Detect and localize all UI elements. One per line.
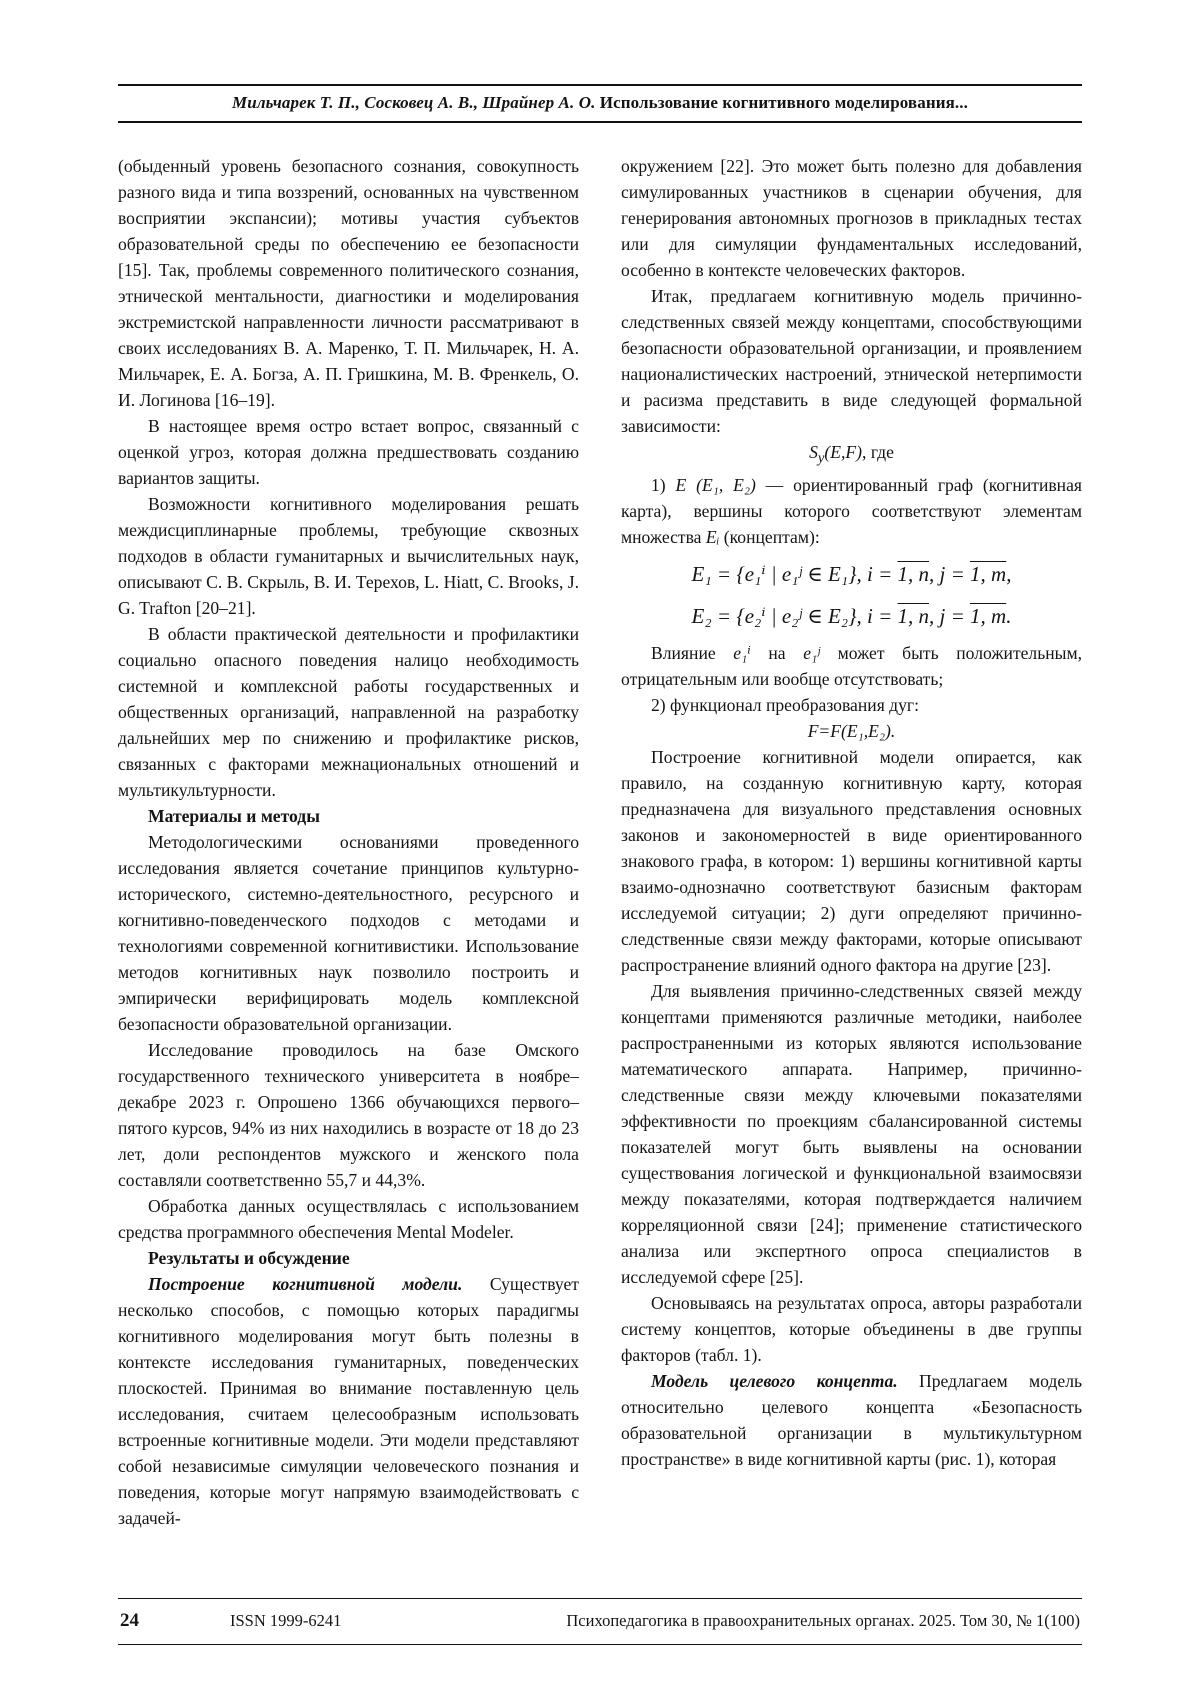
paragraph-text: Существует несколько способов, с помощью которых парадигмы когнитивного моделирования могут быть полезны в контексте исследования гуманитарных, поведенческих плоскостей. Принимая во внимание поставленную цель исследования, считаем целесообразным использовать встроенные когнитивные модели. Эти модели представляют собой независимые симуляции человеческого познания и поведения, которые могут напрямую взаимодействовать с задачей- xyxy=(118,1274,579,1528)
formula-overline: 1, m xyxy=(970,561,1007,586)
math-inline: E (E₁, E₂) xyxy=(675,474,756,495)
paragraph: В настоящее время остро встает вопрос, связанный с оценкой угроз, которая должна предшествовать созданию вариантов защиты. xyxy=(118,416,579,488)
paragraph-text: может быть положительным, отрицательным или вообще отсутствовать; xyxy=(621,642,1083,689)
paragraph-text: (концептам): xyxy=(719,526,820,547)
paragraph-text: Влияние xyxy=(651,642,734,663)
section-heading-materials: Материалы и методы xyxy=(148,806,320,826)
header-title: Использование когнитивного моделирования... xyxy=(595,93,968,112)
paragraph: Построение когнитивной модели опирается, как правило, на созданную когнитивную карту, которая предназначена для визуального представления основных законов и закономерностей в виде ориентированного знакового графа, в котором: 1) вершины когнитивной карты взаимо-однозначно соответствуют базисным факторам исследуемой ситуации; 2) дуги определяют причинно-следственные связи между факторами, которые описывают распространение влияний одного фактора на другие [23]. xyxy=(621,746,1082,975)
paragraph-text: 1) xyxy=(651,474,676,495)
section-heading-results: Результаты и обсуждение xyxy=(148,1248,350,1268)
paragraph xyxy=(621,1368,1082,1472)
formula-text: E₁ = {e₁ⁱ | e₁ʲ ∈ E₁}, i = xyxy=(691,561,898,586)
math-inline: e₁ⁱ xyxy=(733,642,751,663)
formula-text: , где xyxy=(862,442,894,462)
formula-sy xyxy=(621,439,1082,472)
left-column xyxy=(118,153,579,1531)
formula-text: . xyxy=(1006,603,1012,628)
paragraph: Для выявления причинно-следственных связей между концептами применяются различные методики, наиболее распространенными из которых являются использование математического аппарата. Например, причинно-следственные связи между ключевыми показателями эффективности по проекциям сбалансированной системы показателей могут быть выявлены на основании существования логической и функциональной взаимосвязи между показателями, которая подтверждается наличием корреляционной связи [24]; применение статистического анализа или экспертного опроса специалистов в исследуемой сфере [25]. xyxy=(621,980,1082,1287)
paragraph: 2) функционал преобразования дуг: xyxy=(651,694,920,715)
formula-e2 xyxy=(621,598,1082,634)
paragraph xyxy=(621,640,1082,692)
page-number: 24 xyxy=(120,1610,139,1631)
paragraph: Исследование проводилось на базе Омского государственного технического университета в ноябре–декабре 2023 г. Опрошено 1366 обучающихся первого–пятого курсов, 94% из них находились в возрасте от 18 до 23 лет, доли респондентов мужского и женского пола составляли соответственно 55,7 и 44,3%. xyxy=(118,1040,579,1190)
run-in-heading: Модель целевого концепта. xyxy=(651,1370,898,1391)
paragraph: (обыденный уровень безопасного сознания, совокупность разного вида и типа воззрений, основанных на чувственном восприятии экспансии); мотивы участия субъектов образовательной среды по обеспечению ее безопасности [15]. Так, проблемы современного политического сознания, этнической ментальности, диагностики и моделирования экстремистской направленности личности рассматривают в своих исследованиях В. А. Маренко, Т. П. Мильчарек, Н. А. Мильчарек, Е. А. Богза, А. П. Гришкина, М. В. Френкель, О. И. Логинова [16–19]. xyxy=(118,156,579,410)
paragraph-text: — ориентированный граф (когнитивная карта), вершины которого соответствуют элементам множества xyxy=(621,474,1082,547)
paragraph xyxy=(118,1271,579,1531)
paragraph: Методологическими основаниями проведенного исследования является сочетание принципов культурно-исторического, системно-деятельностного, ресурсного и когнитивно-поведенческого подходов с методами и технологиями современной когнитивистики. Использование методов когнитивных наук позволило построить и эмпирически верифицировать модель комплексной безопасности образовательной организации. xyxy=(118,832,579,1034)
formula-text: E₂ = {e₂ⁱ | e₂ʲ ∈ E₂}, i = xyxy=(691,603,898,628)
right-column xyxy=(621,153,1082,1531)
formula-e1 xyxy=(621,556,1082,592)
paragraph-text: Предлагаем модель относительно целевого концепта «Безопасность образовательной организации в мультикультурном пространстве» в виде когнитивной карты (рис. 1), которая xyxy=(621,1370,1082,1469)
formula-text: , xyxy=(1006,561,1012,586)
paragraph-text: на xyxy=(750,642,804,663)
journal-info: Психопедагогика в правоохранительных органах. 2025. Том 30, № 1(100) xyxy=(566,1611,1080,1630)
formula-overline: 1, n xyxy=(897,561,930,586)
two-column-body xyxy=(118,153,1082,1531)
running-header xyxy=(118,84,1082,123)
formula-overline: 1, n xyxy=(897,603,930,628)
formula-text: (E,F) xyxy=(824,442,863,462)
paragraph: В области практической деятельности и профилактики социально опасного поведения налицо необходимость системной и комплексной работы государственных и общественных организаций, направленной на разработку дальнейших мер по снижению и профилактике рисков, связанных с факторами межнациональных отношений и мультикультурности. xyxy=(118,624,579,800)
run-in-heading: Построение когнитивной модели. xyxy=(148,1274,463,1294)
paragraph: Обработка данных осуществлялась с использованием средства программного обеспечения Mental Modeler. xyxy=(118,1196,579,1242)
paragraph: Основываясь на результатах опроса, авторы разработали систему концептов, которые объединены в две группы факторов (табл. 1). xyxy=(621,1292,1082,1365)
formula-subscript: y xyxy=(817,450,825,467)
paragraph: Итак, предлагаем когнитивную модель причинно-следственных связей между концептами, способствующими безопасности образовательной организации, и проявлением националистических настроений, этнической нетерпимости и расизма представить в виде следующей формальной зависимости: xyxy=(621,286,1082,436)
formula-f: F=F(E₁,E₂). xyxy=(807,720,896,741)
formula-text: S xyxy=(809,442,818,462)
math-inline: e₁ʲ xyxy=(803,642,821,663)
header-authors: Мильчарек Т. П., Сосковец А. В., Шрайнер А. О. xyxy=(232,93,596,112)
page-footer xyxy=(118,1598,1082,1645)
issn: ISSN 1999-6241 xyxy=(230,1611,342,1630)
formula-text: , j = xyxy=(929,603,971,628)
formula-overline: 1, m xyxy=(970,603,1007,628)
math-inline: Eᵢ xyxy=(705,526,720,547)
paragraph: окружением [22]. Это может быть полезно для добавления симулированных участников в сценарии обучения, для генерирования автономных прогнозов в прикладных тестах или для симуляции фундаментальных исследований, особенно в контексте человеческих факторов. xyxy=(621,156,1082,280)
paragraph: Возможности когнитивного моделирования решать междисциплинарные проблемы, требующие сквозных подходов в области гуманитарных и вычислительных наук, описывают С. В. Скрыль, В. И. Терехов, L. Hiatt, C. Brooks, J. G. Trafton [20–21]. xyxy=(118,494,579,618)
paragraph xyxy=(621,472,1082,550)
formula-text: , j = xyxy=(929,561,971,586)
